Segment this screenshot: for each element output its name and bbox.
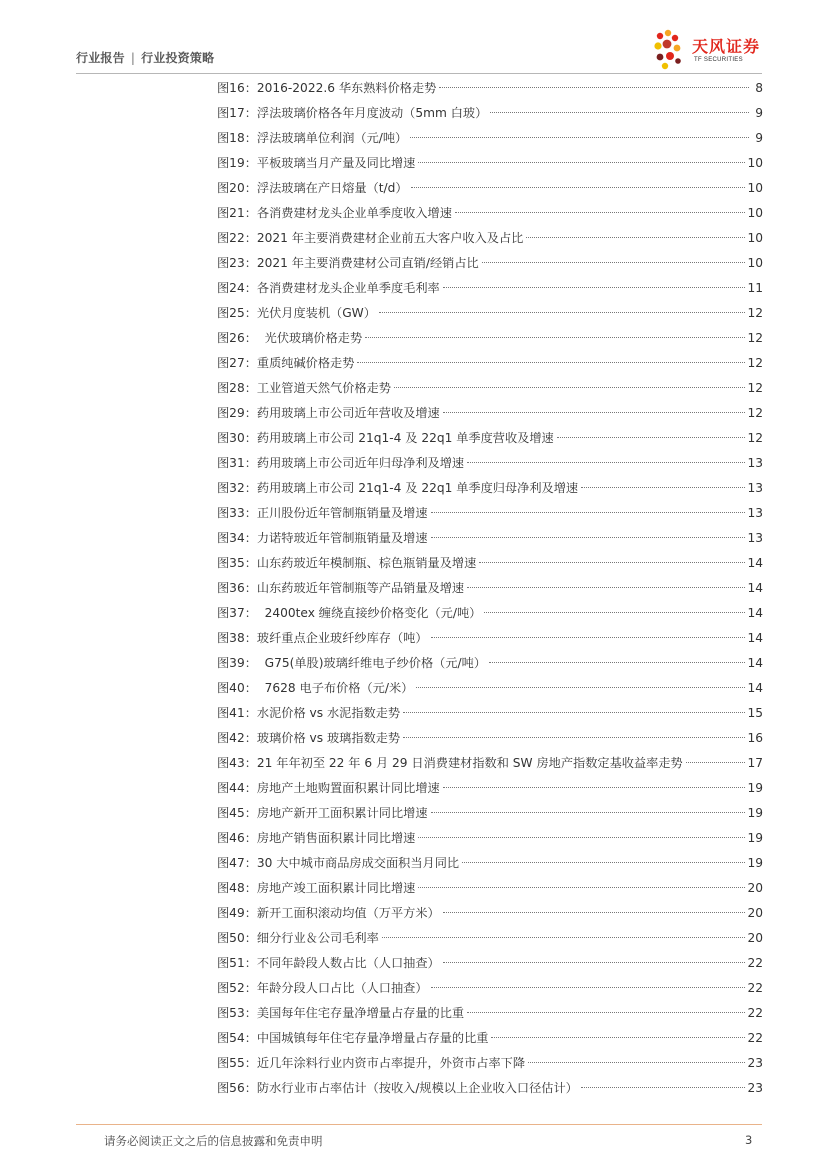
figure-label: 图24： [217, 281, 257, 295]
figure-page-number: 16 [747, 731, 763, 745]
dot-leader [403, 736, 745, 738]
figure-page-number: 14 [747, 581, 763, 595]
dot-leader [528, 1061, 745, 1063]
figure-label: 图50： [217, 931, 257, 945]
figure-page-number: 12 [747, 306, 763, 320]
figure-title: 浮法玻璃价格各年月度波动（5mm 白玻） [256, 106, 488, 120]
dot-leader [462, 861, 745, 863]
toc-entry[interactable] [217, 703, 763, 728]
figure-label: 图16： [217, 81, 257, 95]
figure-label: 图23： [217, 256, 257, 270]
toc-entry[interactable] [217, 753, 763, 778]
figure-title: 中国城镇每年住宅存量净增量占存量的比重 [256, 1031, 489, 1045]
figure-label: 图30： [217, 431, 257, 445]
figure-page-number: 22 [747, 1006, 763, 1020]
figure-title: 2016-2022.6 华东熟料价格走势 [256, 81, 437, 95]
figure-title: 2021 年主要消费建材公司直销/经销占比 [256, 256, 479, 270]
toc-entry[interactable] [217, 978, 763, 1003]
dot-leader [431, 811, 746, 813]
figure-label: 图47： [217, 856, 257, 870]
dot-leader [467, 586, 745, 588]
toc-entry[interactable] [217, 478, 763, 503]
dot-leader [686, 761, 746, 763]
toc-entry[interactable] [217, 178, 763, 203]
figure-label: 图21： [217, 206, 257, 220]
figure-page-number: 14 [747, 556, 763, 570]
dot-leader [365, 336, 745, 338]
figure-label: 图35： [217, 556, 257, 570]
toc-entry[interactable] [217, 853, 763, 878]
figure-page-number: 15 [747, 706, 763, 720]
figure-title: 各消费建材龙头企业单季度收入增速 [256, 206, 452, 220]
dot-leader [418, 886, 745, 888]
figure-page-number: 19 [747, 781, 763, 795]
dot-leader [439, 86, 749, 88]
figure-title: 山东药玻近年模制瓶、棕色瓶销量及增速 [256, 556, 477, 570]
figure-title: 房地产新开工面积累计同比增速 [256, 806, 428, 820]
figure-label: 图29： [217, 406, 257, 420]
toc-entry[interactable] [217, 1003, 763, 1028]
toc-entry[interactable] [217, 603, 763, 628]
toc-entry[interactable] [217, 203, 763, 228]
figure-title: 近几年涂料行业内资市占率提升，外资市占率下降 [256, 1056, 526, 1070]
figure-label: 图17： [217, 106, 257, 120]
figure-label: 图22： [217, 231, 257, 245]
figure-page-number: 19 [747, 831, 763, 845]
figure-title: 美国每年住宅存量净增量占存量的比重 [256, 1006, 465, 1020]
dot-leader [394, 386, 746, 388]
dot-leader [416, 686, 745, 688]
figure-page-number: 20 [747, 931, 763, 945]
figure-label: 图52： [217, 981, 257, 995]
toc-entry[interactable] [217, 728, 763, 753]
toc-entry[interactable] [217, 278, 763, 303]
dot-leader [443, 961, 746, 963]
figure-label: 图49： [217, 906, 257, 920]
dot-leader [484, 611, 745, 613]
figure-label: 图56： [217, 1081, 257, 1095]
figure-title: 光伏月度装机（GW） [256, 306, 376, 320]
dot-leader [418, 836, 745, 838]
figure-title: 水泥价格 vs 水泥指数走势 [256, 706, 401, 720]
figure-page-number: 22 [747, 981, 763, 995]
toc-entry[interactable] [217, 928, 763, 953]
dot-leader [557, 436, 746, 438]
dot-leader [410, 136, 749, 138]
toc-entry[interactable] [217, 328, 763, 353]
figure-title: 山东药玻近年管制瓶等产品销量及增速 [256, 581, 465, 595]
figure-page-number: 10 [747, 181, 763, 195]
dot-leader [581, 486, 745, 488]
figure-label: 图25： [217, 306, 257, 320]
dot-leader [489, 661, 745, 663]
figure-label: 图54： [217, 1031, 257, 1045]
report-type: 行业投资策略 [141, 51, 215, 65]
figure-label: 图18： [217, 131, 257, 145]
figure-title: 浮法玻璃在产日熔量（t/d） [256, 181, 408, 195]
figure-label: 图37： [217, 606, 257, 620]
figure-page-number: 11 [747, 281, 763, 295]
page-number: 3 [745, 1133, 753, 1147]
dot-leader [490, 111, 749, 113]
figure-title: 新开工面积滚动均值（万平方米） [256, 906, 440, 920]
figure-title: G75(单股)玻璃纤维电子纱价格（元/吨） [256, 656, 487, 670]
figure-page-number: 14 [747, 631, 763, 645]
figure-page-number: 13 [747, 456, 763, 470]
figure-title: 房地产土地购置面积累计同比增速 [256, 781, 440, 795]
dot-leader [431, 536, 746, 538]
dot-leader [382, 936, 746, 938]
figure-title: 药用玻璃上市公司 21q1-4 及 22q1 单季度归母净利及增速 [256, 481, 579, 495]
dot-leader [443, 411, 746, 413]
toc-entry[interactable] [217, 628, 763, 653]
figure-page-number: 19 [747, 806, 763, 820]
dot-leader [357, 361, 745, 363]
toc-entry[interactable] [217, 228, 763, 253]
figure-label: 图40： [217, 681, 257, 695]
figure-label: 图55： [217, 1056, 257, 1070]
toc-entry[interactable] [217, 428, 763, 453]
dot-leader [467, 461, 745, 463]
toc-entry[interactable] [217, 103, 763, 128]
dot-leader [418, 161, 745, 163]
figure-label: 图19： [217, 156, 257, 170]
figure-page-number: 14 [747, 681, 763, 695]
figure-page-number: 8 [755, 81, 763, 95]
figure-label: 图42： [217, 731, 257, 745]
figure-page-number: 12 [747, 356, 763, 370]
logo-name-cn: 天风证券 [692, 37, 761, 56]
figure-page-number: 12 [747, 331, 763, 345]
dot-leader [431, 636, 746, 638]
report-category: 行业报告 [76, 51, 125, 65]
figure-label: 图46： [217, 831, 257, 845]
toc-entry[interactable] [217, 803, 763, 828]
toc-entry[interactable] [217, 528, 763, 553]
figure-label: 图20： [217, 181, 257, 195]
dot-leader [431, 511, 746, 513]
toc-entry[interactable] [217, 653, 763, 678]
figure-page-number: 13 [747, 481, 763, 495]
figure-title: 7628 电子布价格（元/米） [256, 681, 414, 695]
dot-leader [431, 986, 746, 988]
report-header [76, 49, 214, 66]
dot-leader [443, 786, 746, 788]
figure-page-number: 19 [747, 856, 763, 870]
figure-title: 玻纤重点企业玻纤纱库存（吨） [256, 631, 428, 645]
figure-label: 图36： [217, 581, 257, 595]
dot-leader [443, 286, 746, 288]
figure-page-number: 10 [747, 231, 763, 245]
figure-label: 图34： [217, 531, 257, 545]
figure-title: 各消费建材龙头企业单季度毛利率 [256, 281, 440, 295]
toc-entry[interactable] [217, 453, 763, 478]
figure-label: 图27： [217, 356, 257, 370]
figure-title: 防水行业市占率估计（按收入/规模以上企业收入口径估计） [256, 1081, 578, 1095]
figure-label: 图53： [217, 1006, 257, 1020]
figure-page-number: 22 [747, 1031, 763, 1045]
figure-title: 重质纯碱价格走势 [256, 356, 355, 370]
figure-label: 图28： [217, 381, 257, 395]
figure-title: 21 年年初至 22 年 6 月 29 日消费建材指数和 SW 房地产指数定基收益率走势 [256, 756, 683, 770]
figure-page-number: 12 [747, 381, 763, 395]
figure-label: 图43： [217, 756, 257, 770]
figure-page-number: 23 [747, 1056, 763, 1070]
toc-entry[interactable] [217, 553, 763, 578]
figure-label: 图33： [217, 506, 257, 520]
figure-label: 图31： [217, 456, 257, 470]
figure-table-of-contents [217, 78, 763, 1103]
figure-label: 图48： [217, 881, 257, 895]
figure-page-number: 14 [747, 656, 763, 670]
dot-leader [455, 211, 746, 213]
figure-page-number: 23 [747, 1081, 763, 1095]
figure-page-number: 20 [747, 881, 763, 895]
figure-title: 房地产销售面积累计同比增速 [256, 831, 416, 845]
logo-name-en: TF SECURITIES [694, 57, 743, 63]
toc-entry[interactable] [217, 903, 763, 928]
dot-leader [411, 186, 746, 188]
figure-title: 2400tex 缠绕直接纱价格变化（元/吨） [256, 606, 482, 620]
figure-label: 图44： [217, 781, 257, 795]
dot-leader [467, 1011, 745, 1013]
figure-page-number: 12 [747, 406, 763, 420]
toc-entry[interactable] [217, 678, 763, 703]
figure-title: 房地产竣工面积累计同比增速 [256, 881, 416, 895]
dot-leader [403, 711, 745, 713]
figure-label: 图41： [217, 706, 257, 720]
toc-entry[interactable] [217, 878, 763, 903]
dot-leader [443, 911, 746, 913]
figure-page-number: 14 [747, 606, 763, 620]
figure-label: 图51： [217, 956, 257, 970]
figure-page-number: 9 [755, 131, 763, 145]
toc-entry[interactable] [217, 578, 763, 603]
header-divider [76, 73, 762, 74]
figure-page-number: 10 [747, 256, 763, 270]
figure-title: 药用玻璃上市公司近年归母净利及增速 [256, 456, 465, 470]
toc-entry[interactable] [217, 378, 763, 403]
figure-page-number: 13 [747, 531, 763, 545]
figure-title: 不同年龄段人数占比（人口抽查） [256, 956, 440, 970]
figure-title: 光伏玻璃价格走势 [256, 331, 363, 345]
toc-entry[interactable] [217, 403, 763, 428]
footer-disclaimer: 请务必阅读正文之后的信息披露和免责申明 [104, 1134, 323, 1148]
footer-divider [76, 1124, 762, 1125]
figure-page-number: 13 [747, 506, 763, 520]
figure-title: 力诺特玻近年管制瓶销量及增速 [256, 531, 428, 545]
figure-label: 图38： [217, 631, 257, 645]
toc-entry[interactable] [217, 253, 763, 278]
figure-page-number: 10 [747, 156, 763, 170]
figure-title: 玻璃价格 vs 玻璃指数走势 [256, 731, 401, 745]
figure-title: 平板玻璃当月产量及同比增速 [256, 156, 416, 170]
toc-entry[interactable] [217, 303, 763, 328]
dot-leader [581, 1086, 746, 1088]
dot-leader [526, 236, 745, 238]
figure-title: 2021 年主要消费建材企业前五大客户收入及占比 [256, 231, 524, 245]
dot-leader [491, 1036, 745, 1038]
figure-page-number: 20 [747, 906, 763, 920]
dot-leader [379, 311, 746, 313]
figure-title: 药用玻璃上市公司 21q1-4 及 22q1 单季度营收及增速 [256, 431, 554, 445]
figure-title: 正川股份近年管制瓶销量及增速 [256, 506, 428, 520]
figure-page-number: 12 [747, 431, 763, 445]
figure-page-number: 9 [755, 106, 763, 120]
figure-page-number: 22 [747, 956, 763, 970]
toc-entry[interactable] [217, 1053, 763, 1078]
toc-entry[interactable] [217, 828, 763, 853]
toc-entry[interactable] [217, 153, 763, 178]
figure-label: 图39： [217, 656, 257, 670]
toc-entry[interactable] [217, 353, 763, 378]
figure-page-number: 17 [747, 756, 763, 770]
toc-entry[interactable] [217, 1078, 763, 1103]
toc-entry[interactable] [217, 953, 763, 978]
dot-leader [479, 561, 745, 563]
figure-label: 图45： [217, 806, 257, 820]
figure-title: 30 大中城市商品房成交面积当月同比 [256, 856, 460, 870]
toc-entry[interactable] [217, 778, 763, 803]
toc-entry[interactable] [217, 128, 763, 153]
figure-page-number: 10 [747, 206, 763, 220]
dot-leader [482, 261, 746, 263]
toc-entry[interactable] [217, 1028, 763, 1053]
header-separator: | [130, 51, 136, 65]
toc-entry[interactable] [217, 78, 763, 103]
figure-title: 年龄分段人口占比（人口抽查） [256, 981, 428, 995]
figure-title: 工业管道天然气价格走势 [256, 381, 391, 395]
figure-title: 药用玻璃上市公司近年营收及增速 [256, 406, 440, 420]
figure-title: 浮法玻璃单位利润（元/吨） [256, 131, 408, 145]
toc-entry[interactable] [217, 503, 763, 528]
figure-title: 细分行业＆公司毛利率 [256, 931, 379, 945]
figure-label: 图32： [217, 481, 257, 495]
figure-label: 图26： [217, 331, 257, 345]
